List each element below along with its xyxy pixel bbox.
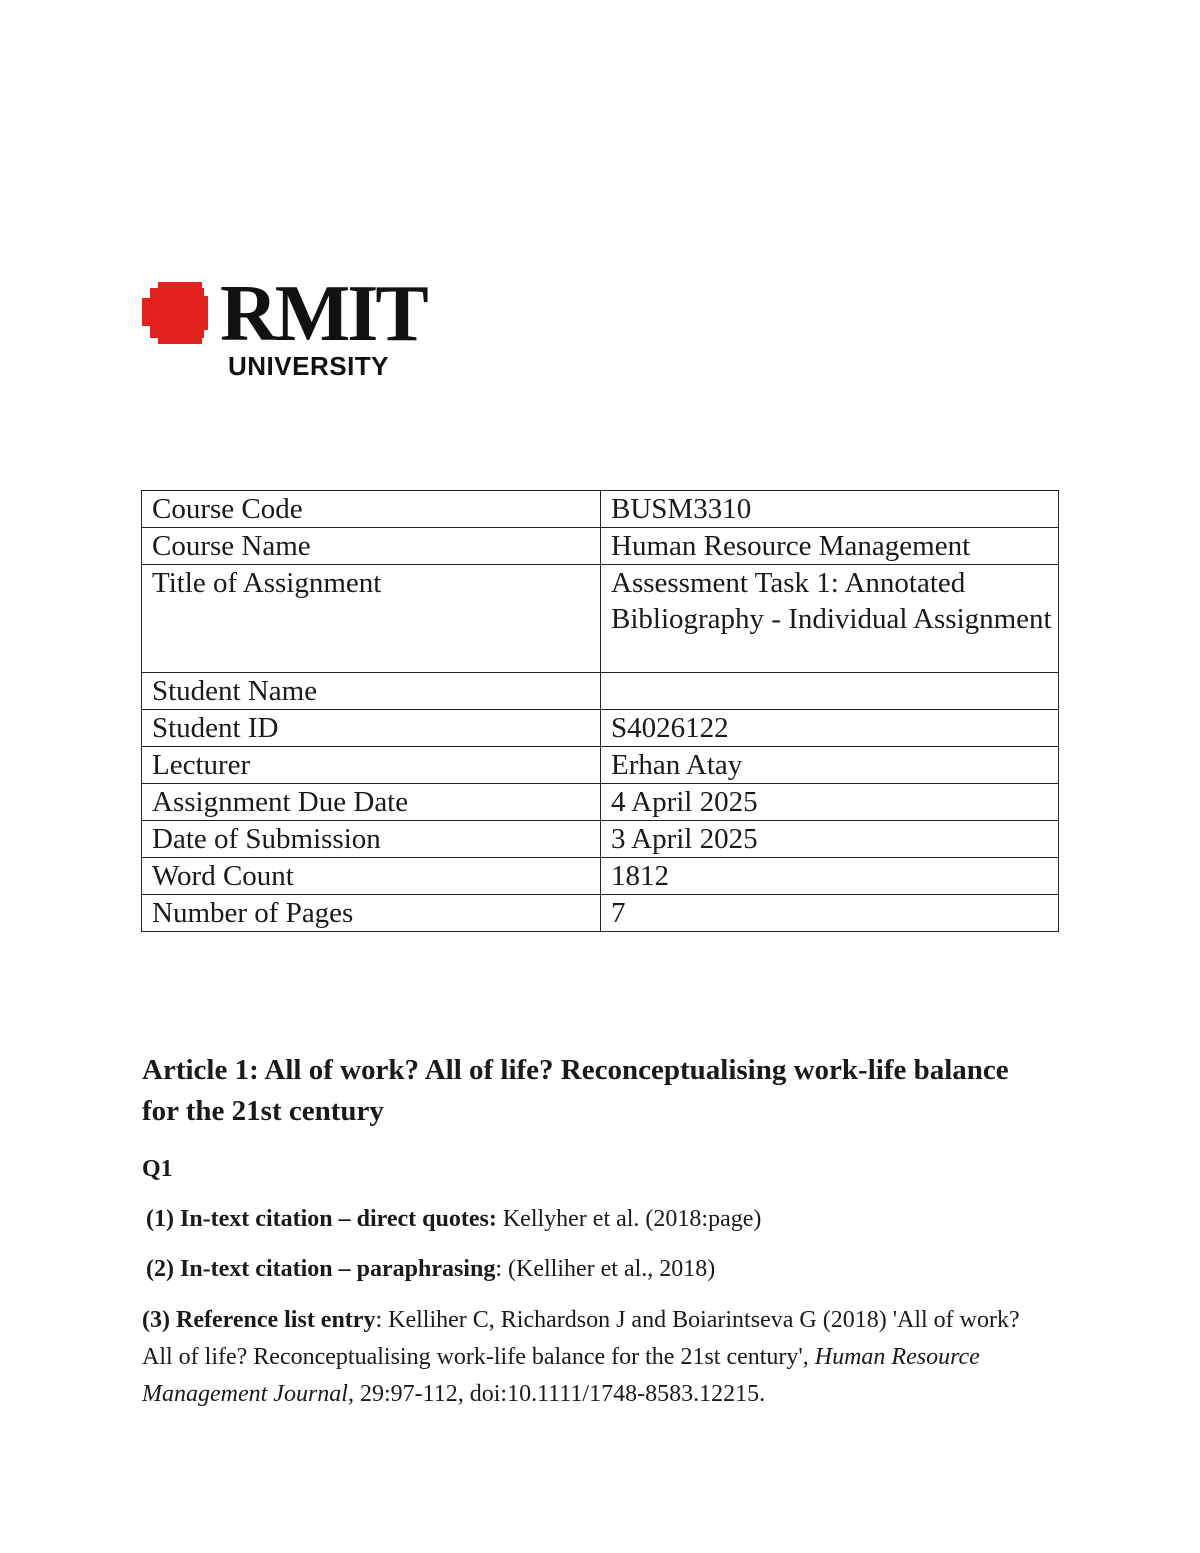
table-row bbox=[142, 673, 1059, 710]
article-title: Article 1: All of work? All of life? Reconceptualising work-life balance for the 21st century bbox=[142, 1054, 1009, 1127]
cover-info-table bbox=[141, 490, 1059, 932]
rmit-logo bbox=[142, 270, 432, 381]
row-label: Student Name bbox=[142, 673, 601, 710]
citation-text: (Kelliher et al., 2018) bbox=[508, 1256, 716, 1282]
question-heading: Q1 bbox=[142, 1156, 173, 1182]
citation-paraphrasing bbox=[142, 1252, 1042, 1286]
citation-label: In-text citation – paraphrasing bbox=[179, 1256, 496, 1282]
citation-text: Kellyher et al. (2018:page) bbox=[502, 1206, 762, 1232]
table-row bbox=[142, 710, 1059, 747]
row-value: 3 April 2025 bbox=[601, 821, 1059, 858]
row-label: Student ID bbox=[142, 710, 601, 747]
citation-number: (2) bbox=[146, 1256, 174, 1282]
cover-table-body bbox=[142, 491, 1059, 932]
row-label: Word Count bbox=[142, 858, 601, 895]
row-value: Erhan Atay bbox=[601, 747, 1059, 784]
rmit-pixel-logo-icon bbox=[142, 280, 212, 350]
table-row bbox=[142, 784, 1059, 821]
logo-wordmark: RMIT bbox=[220, 270, 426, 358]
citation-label: Reference list entry bbox=[175, 1307, 376, 1333]
citation-number: (3) bbox=[142, 1307, 170, 1333]
row-label: Course Name bbox=[142, 528, 601, 565]
row-value: 4 April 2025 bbox=[601, 784, 1059, 821]
row-value: BUSM3310 bbox=[601, 491, 1059, 528]
citation-direct-quotes bbox=[142, 1202, 1042, 1236]
citation-number: (1) bbox=[146, 1206, 174, 1232]
journal-name: Human Resource Management Journal bbox=[142, 1344, 980, 1407]
row-value: 7 bbox=[601, 895, 1059, 932]
row-label: Assignment Due Date bbox=[142, 784, 601, 821]
row-label: Title of Assignment bbox=[142, 565, 601, 673]
row-value bbox=[601, 673, 1059, 710]
logo-shape bbox=[142, 282, 208, 344]
citation-separator: : bbox=[495, 1256, 502, 1282]
article-section bbox=[142, 1050, 1042, 1413]
table-row bbox=[142, 528, 1059, 565]
reference-details: , 29:97-112, doi:10.1111/1748-8583.12215. bbox=[347, 1381, 766, 1407]
table-row bbox=[142, 895, 1059, 932]
row-value: Assessment Task 1: Annotated Bibliography - Individual Assignment bbox=[601, 565, 1059, 673]
row-label: Number of Pages bbox=[142, 895, 601, 932]
reference-list-entry bbox=[142, 1302, 1042, 1413]
row-label: Date of Submission bbox=[142, 821, 601, 858]
reference-text: Kelliher C, Richardson J and Boiarintseva G (2018) 'All of work? All of life? Reconceptualising work-life balance for the 21st century', bbox=[142, 1307, 1020, 1370]
citation-label: In-text citation – direct quotes: bbox=[179, 1206, 497, 1232]
table-row bbox=[142, 565, 1059, 673]
row-value: S4026122 bbox=[601, 710, 1059, 747]
table-row bbox=[142, 491, 1059, 528]
row-value: Human Resource Management bbox=[601, 528, 1059, 565]
logo-subtitle: UNIVERSITY bbox=[228, 351, 390, 381]
table-row bbox=[142, 821, 1059, 858]
table-row bbox=[142, 858, 1059, 895]
citation-separator: : bbox=[375, 1307, 383, 1333]
row-label: Course Code bbox=[142, 491, 601, 528]
row-value: 1812 bbox=[601, 858, 1059, 895]
row-label: Lecturer bbox=[142, 747, 601, 784]
table-row bbox=[142, 747, 1059, 784]
